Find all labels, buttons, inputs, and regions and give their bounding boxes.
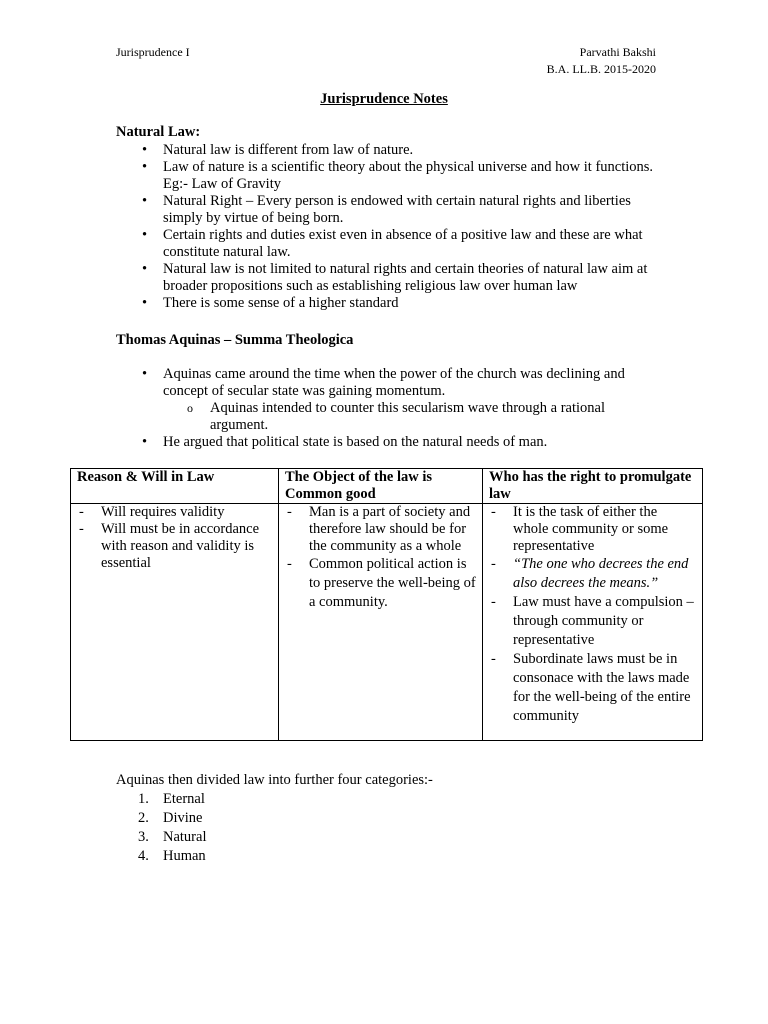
list-item-label: Eternal [163,791,205,807]
law-table [70,468,703,741]
natural-law-heading: Natural Law: [116,124,201,140]
list-item-label: Divine [163,810,203,826]
list-number: 2. [138,810,149,826]
natural-law-list [116,142,656,312]
table-cell [71,504,279,741]
aquinas-sublist [163,400,656,434]
aquinas-list [116,366,656,451]
list-item-text: Aquinas came around the time when the power of the church was declining and concept of secular state was gaining momentum. [163,366,625,399]
list-item [116,828,206,847]
table-header: Reason & Will in Law [71,469,279,504]
list-number: 4. [138,848,149,864]
table-row [71,504,703,741]
header-course: Jurisprudence I [116,45,190,59]
list-item: - Will requires validity [77,504,272,521]
header-author: Parvathi Bakshi [579,45,656,59]
list-item: • There is some sense of a higher standard [116,295,656,312]
list-item: - Man is a part of society and therefore law should be for the community as a whole [285,504,476,555]
list-item: • Natural law is different from law of nature. [116,142,656,159]
list-item-label: Natural [163,829,207,845]
list-item: • Law of nature is a scientific theory about the physical universe and how it functions. Eg:- Law of Gravity [116,159,656,193]
aquinas-heading: Thomas Aquinas – Summa Theologica [116,332,354,348]
table-header: The Object of the law is Common good [279,469,483,504]
header-author-block [547,44,656,78]
list-item: • Natural law is not limited to natural rights and certain theories of natural law aim at broader propositions such as establishing religious law over human law [116,261,656,295]
list-item: • Natural Right – Every person is endowed with certain natural rights and liberties simply by virtue of being born. [116,193,656,227]
list-item [116,847,206,866]
page-title: Jurisprudence Notes [320,91,448,107]
list-item: - “The one who decrees the end also decrees the means.” [489,555,696,593]
list-item [116,809,206,828]
list-item: - Law must have a compulsion – through community or representative [489,593,696,650]
list-item: - Will must be in accordance with reason and validity is essential [77,521,272,572]
categories-intro: Aquinas then divided law into further four categories:- [116,772,433,788]
list-item-label: Human [163,848,206,864]
list-item: • Certain rights and duties exist even in absence of a positive law and these are what constitute natural law. [116,227,656,261]
categories-list [116,790,206,866]
header-program: B.A. LL.B. 2015-2020 [546,62,656,76]
list-item [116,366,656,434]
list-item [116,790,206,809]
list-number: 1. [138,791,149,807]
table-cell [279,504,483,741]
list-item: - Common political action is to preserve the well-being of a community. [285,555,476,612]
list-item: • He argued that political state is based on the natural needs of man. [116,434,656,451]
sub-list-item: o Aquinas intended to counter this secularism wave through a rational argument. [163,400,656,434]
list-number: 3. [138,829,149,845]
list-item: - Subordinate laws must be in consonace with the laws made for the well-being of the entire community [489,650,696,726]
list-item: - It is the task of either the whole community or some representative [489,504,696,555]
table-cell [483,504,703,741]
table-header: Who has the right to promulgate law [483,469,703,504]
